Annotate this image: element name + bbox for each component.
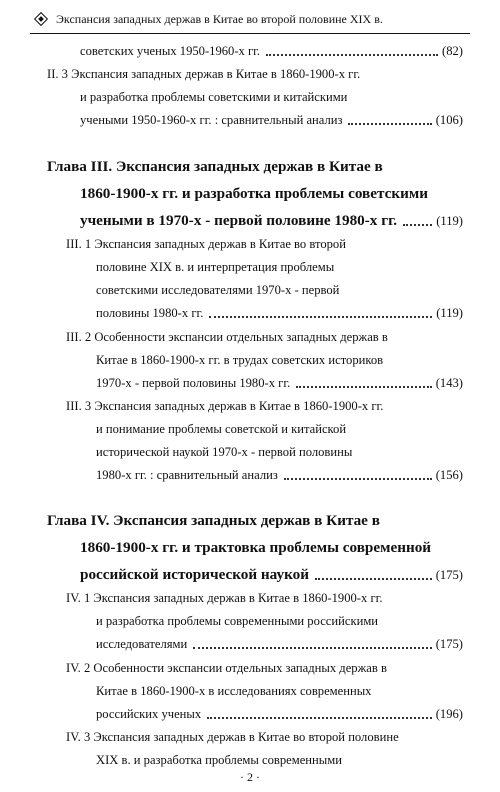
toc-line: II. 3 Экспансия западных держав в Китае в 1860-1900-х гг. — [47, 67, 361, 81]
header-title: Экспансия западных держав в Китае во второй половине XIX в. — [56, 11, 383, 26]
toc-line: III. 2 Особенности экспансии отдельных западных держав в — [66, 330, 388, 344]
toc-line: XIX в. и разработка проблемы современными — [96, 753, 342, 767]
toc-line: половины 1980-х гг. (119) — [96, 306, 463, 320]
toc-line: учеными 1950-1960-х гг. : сравнительный анализ (106) — [80, 113, 463, 127]
toc-line: и понимание проблемы советской и китайской — [96, 422, 347, 436]
toc-line: половине XIX в. и интерпретация проблемы — [96, 260, 335, 274]
chapter-heading: 1860-1900-х гг. и разработка проблемы советскими — [80, 185, 428, 202]
toc-line: 1980-х гг. : сравнительный анализ (156) — [96, 468, 463, 482]
chapter-heading: 1860-1900-х гг. и трактовка проблемы современной — [80, 539, 432, 556]
toc-line: IV. 1 Экспансия западных держав в Китае в 1860-1900-х гг. — [66, 591, 383, 605]
chapter-heading: российской исторической наукой (175) — [80, 566, 463, 583]
toc-line: исследователями (175) — [96, 637, 463, 651]
header-divider — [30, 33, 470, 34]
running-header — [32, 9, 472, 29]
toc-line: IV. 2 Особенности экспансии отдельных западных держав в — [66, 661, 387, 675]
toc-line: и разработка проблемы советскими и китайскими — [80, 90, 348, 104]
toc-line: IV. 3 Экспансия западных держав в Китае во второй половине — [66, 730, 399, 744]
chapter-heading: Глава III. Экспансия западных держав в Китае в — [47, 158, 383, 175]
toc-line: советских ученых 1950-1960-х гг. (82) — [80, 44, 463, 58]
toc-line: III. 3 Экспансия западных держав в Китае в 1860-1900-х гг. — [66, 399, 384, 413]
toc-line: российских ученых (196) — [96, 707, 463, 721]
toc-line: 1970-х - первой половины 1980-х гг. (143) — [96, 376, 463, 390]
toc-line: III. 1 Экспансия западных держав в Китае во второй — [66, 237, 346, 251]
toc-line: Китае в 1860-1900-х в исследованиях современных — [96, 684, 372, 698]
chapter-heading: учеными в 1970-х - первой половине 1980-х гг. (119) — [80, 212, 463, 229]
chapter-heading: Глава IV. Экспансия западных держав в Китае в — [47, 512, 380, 529]
toc-line: исторической наукой 1970-х - первой половины — [96, 445, 353, 459]
diamond-icon — [34, 12, 48, 26]
toc-line: советскими исследователями 1970-х - первой — [96, 283, 340, 297]
toc-line: Китае в 1860-1900-х гг. в трудах советских историков — [96, 353, 384, 367]
page-number: · 2 · — [240, 770, 260, 784]
toc-line: и разработка проблемы современными российскими — [96, 614, 379, 628]
